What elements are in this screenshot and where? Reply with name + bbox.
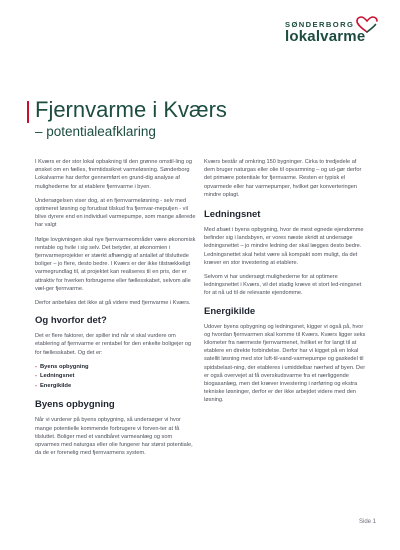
- paragraph: Når vi vurderer på byens opbygning, så undersøger vi hvor mange potentielle kommende forbrugere vi forven-ter at få tilsluttet. Boliger med et vandbåret varmeanlæg og som opvarmes med naturgas eller olie fungerer har størst potentiale, da de er forenelig med fjernvarmens system.: [35, 417, 193, 457]
- paragraph: Ifølge lovgivningen skal nye fjernvarmeområder være økonomisk rentable og hvile i sig selv. Det betyder, at økonomien i fjernvarmeprojekter er stærkt afhængig af antallet af tilsluttede boliger – jo flere, desto bedre. I Kværs er der ikke tilstrækkeligt varmegrundlag til, at projektet kan realiseres til en pris, der er attraktiv for hverken forbrugerne eller fællesskabet, selvom alle væl-ger fjernvarme.: [35, 236, 196, 292]
- page-subtitle: – potentialeafklaring: [35, 124, 156, 139]
- right-column: [204, 158, 367, 411]
- page-number: Side 1: [358, 519, 376, 525]
- paragraph: Udover byens opbygning og ledningsnet, kigger vi også på, hvor og hvordan fjernvarmen skal komme til Kværs. Kværs ligger seks kilometer fra nærmeste fjernvarmenet, hvilket er for langt til at etablere en direkte forbindelse. Derfor har vi kigget på en lokal satellit løsning med stor luft-til-vand-varmepumpe og gaskedel til spidsbelast-ning, der etableres i umiddelbar nærhed af byen. Der er også overvejet at få overskudsvarme fra et nærliggende biogasanlæg, men det kræver investering i rørføring og ekstra tekniske løsninger, derfor er der ikke arbejdet videre med den løsning.: [204, 323, 366, 404]
- list-item-label: Ledningsnet: [39, 373, 75, 380]
- dash-bullet: -: [35, 373, 37, 380]
- paragraph: Derfor anbefales det ikke at gå videre med fjernvarme i Kværs.: [35, 300, 191, 307]
- paragraph: Det er flere faktorer, der spiller ind når vi skal vurdere om etablering af fjernvarme er rentabel for den enkelte boligejer og for fællesskabet. Og det er:: [35, 333, 192, 356]
- section-heading: Energikilde: [204, 305, 256, 317]
- page-title: Fjernvarme i Kværs: [35, 97, 227, 122]
- paragraph: Med afsæt i byens opbygning, hvor de mest egnede ejendomme befinder sig i landsbyen, er vores næste skridt at undersøge ledningsnettet – jo mindre ledning der skal lægges desto bedre. Ledningsnettet skal helst være så kompakt som muligt, da det kræver en stor investering at etablere.: [204, 227, 364, 266]
- logo-bottom-text: lokalvarme: [285, 28, 366, 45]
- list-item-label: Energikilde: [39, 382, 72, 389]
- paragraph: Selvom vi har undersøgt mulighederne for at optimere ledningsnettet i Kværs, vil det stadig kræve et stort led-ningsnet for at nå ud til de relevante ejendomme.: [204, 274, 362, 297]
- logo-top-text: SØNDERBORG: [285, 20, 355, 29]
- section-heading: Og hvorfor det?: [35, 315, 107, 327]
- list-item: [35, 382, 198, 392]
- dash-bullet: -: [35, 363, 37, 370]
- heart-outline-icon: [356, 16, 378, 34]
- brand-logo: [285, 20, 375, 54]
- factor-list: [35, 363, 198, 392]
- paragraph: Undersøgelsen viser dog, at en fjernvarmeløsning - selv med optimeret løsning og forudsat tilskud fra fjernvar-mepuljen - vil blive dyrere end en individuel varmepumpe, som mange allerede har valgt: [35, 197, 196, 229]
- dash-bullet: -: [35, 382, 37, 389]
- list-item: [35, 363, 198, 373]
- section-heading: Byens opbygning: [35, 399, 115, 411]
- paragraph: Kværs består af omkring 150 bygninger. Cirka to tredjedele af dem bruger naturgas eller olie til opvarmning – og ud-gør derfor det primære potentiale for fjernvarme. Resten er typisk el opvarmede eller har varmepumper, hvilket gør konverteringen mindre oplagt.: [204, 159, 362, 198]
- title-accent-bar: [27, 101, 29, 123]
- list-item-label: Byens opbygning: [39, 363, 89, 370]
- section-heading: Ledningsnet: [204, 209, 261, 221]
- list-item: [35, 372, 198, 382]
- left-column: [35, 158, 198, 463]
- paragraph: I Kværs er der stor lokal opbakning til den grønne omstil-ling og ønsket om en fælles, fremtidssikret varmeløsning. Sønderborg Lokalvarme har derfor gennemført en grund-dig analyse af mulighederne for at etablere fjernvarme i byen.: [35, 159, 193, 190]
